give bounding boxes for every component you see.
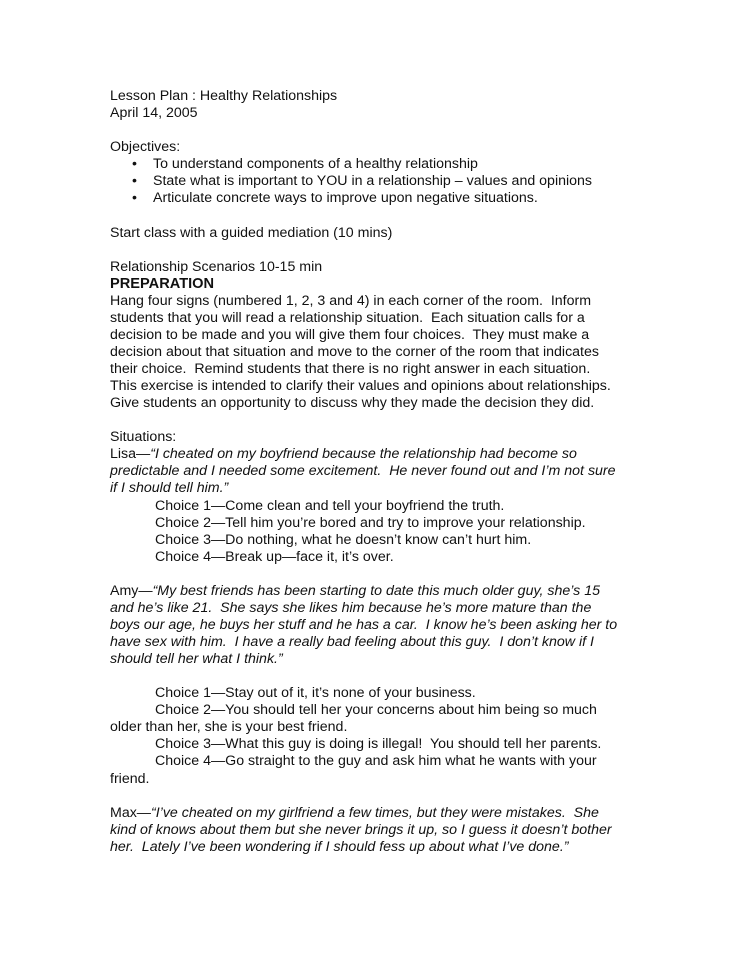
choice: Choice 2—You should tell her your concerns about him being so much <box>155 702 597 719</box>
bullet-icon: • <box>132 190 137 207</box>
start-instruction: Start class with a guided mediation (10 mins) <box>110 224 393 241</box>
speaker-name: Max— <box>110 804 151 821</box>
prep-line: decision to be made and you will give them four choices. They must make a <box>110 326 590 343</box>
quote-line: kind of knows about them but she never brings it up, so I guess it doesn’t bother <box>110 821 612 838</box>
quote-text: “I’ve cheated on my girlfriend a few times, but they were mistakes. She <box>151 804 599 821</box>
quote-line: and he’s like 21. She says she likes him because he’s more mature than the <box>110 599 592 616</box>
choice: Choice 1—Come clean and tell your boyfriend the truth. <box>155 497 505 514</box>
lisa-quote <box>110 446 670 463</box>
prep-line: students that you will read a relationship situation. Each situation calls for a <box>110 309 585 326</box>
choice: Choice 3—What this guy is doing is illegal! You should tell her parents. <box>155 736 602 753</box>
objective-text: State what is important to YOU in a relationship – values and opinions <box>153 173 593 190</box>
objectives-heading: Objectives: <box>110 139 181 156</box>
objective-item <box>110 190 670 207</box>
speaker-name: Lisa— <box>110 446 151 463</box>
choice-continued: friend. <box>110 770 150 787</box>
choice: Choice 1—Stay out of it, it’s none of your business. <box>155 685 476 702</box>
quote-text: “I cheated on my boyfriend because the relationship had become so <box>150 446 577 463</box>
choice: Choice 2—Tell him you’re bored and try to improve your relationship. <box>155 514 586 531</box>
choice: Choice 4—Go straight to the guy and ask him what he wants with your <box>155 753 597 770</box>
prep-line: decision about that situation and move to the corner of the room that indicates <box>110 343 599 360</box>
situations-heading: Situations: <box>110 429 177 446</box>
quote-line: predictable and I needed some excitement. He never found out and I’m not sure <box>110 463 616 480</box>
prep-line: their choice. Remind students that there is no right answer in each situation. <box>110 361 591 377</box>
quote-text: “My best friends has been starting to date this much older guy, she’s 15 <box>152 582 600 599</box>
bullet-icon: • <box>132 173 137 190</box>
quote-line: boys our age, he buys her stuff and he has a car. I know he’s been asking her to <box>110 616 618 633</box>
bullet-icon: • <box>132 156 137 173</box>
quote-line: should tell her what I think.” <box>110 651 283 668</box>
document-page <box>110 88 670 856</box>
max-quote <box>110 805 670 822</box>
quote-line: have sex with him. I have a really bad feeling about this guy. I don’t know if I <box>110 634 594 650</box>
quote-line: her. Lately I’ve been wondering if I should fess up about what I’ve done.” <box>110 838 569 855</box>
choice: Choice 3—Do nothing, what he doesn’t know can’t hurt him. <box>155 531 532 548</box>
objective-text: Articulate concrete ways to improve upon negative situations. <box>153 190 538 207</box>
prep-line: Give students an opportunity to discuss why they made the decision they did. <box>110 395 595 412</box>
amy-quote <box>110 583 670 600</box>
doc-date: April 14, 2005 <box>110 105 198 122</box>
speaker-name: Amy— <box>110 582 153 599</box>
choice-continued: older than her, she is your best friend. <box>110 719 348 736</box>
doc-title: Lesson Plan : Healthy Relationships <box>110 88 338 104</box>
scenarios-heading: Relationship Scenarios 10-15 min <box>110 258 323 275</box>
preparation-heading: PREPARATION <box>110 275 215 292</box>
prep-line: Hang four signs (numbered 1, 2, 3 and 4) in each corner of the room. Inform <box>110 292 592 309</box>
choice: Choice 4—Break up—face it, it’s over. <box>155 548 394 565</box>
objective-item <box>110 173 670 190</box>
prep-line: This exercise is intended to clarify their values and opinions about relationships. <box>110 378 611 395</box>
quote-line: if I should tell him.” <box>110 480 229 497</box>
objective-item <box>110 156 670 173</box>
objective-text: To understand components of a healthy relationship <box>153 156 478 173</box>
